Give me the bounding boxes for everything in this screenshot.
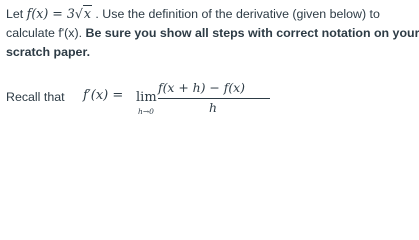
fraction-numerator: f(x + h) − f(x)	[158, 80, 245, 95]
limit-operator: lim	[136, 90, 157, 105]
fraction-denominator: h	[209, 100, 217, 115]
scratch-paper-text: scratch paper.	[6, 45, 91, 59]
function-lhs: f(x) = 3	[26, 6, 75, 21]
problem-statement	[6, 4, 419, 62]
fraction-bar	[158, 98, 270, 99]
problem-prefix: Let	[6, 7, 27, 21]
sqrt-sign-icon: √	[74, 6, 83, 21]
show-steps-text: Be sure you show all steps with correct notation on your	[85, 26, 419, 40]
function-definition	[27, 5, 92, 21]
calculate-text: calculate f'(x).	[6, 26, 86, 40]
function-radicand: x	[83, 6, 91, 21]
problem-line-2	[6, 24, 419, 43]
derivative-symbol: f′(x) =	[83, 88, 124, 103]
problem-line-1	[6, 4, 380, 24]
recall-label: Recall that	[6, 90, 65, 104]
problem-instruction: . Use the definition of the derivative (given below) to	[91, 7, 380, 21]
limit-subscript: h→0	[138, 107, 154, 116]
problem-line-3	[6, 43, 348, 62]
derivative-definition	[6, 82, 348, 122]
